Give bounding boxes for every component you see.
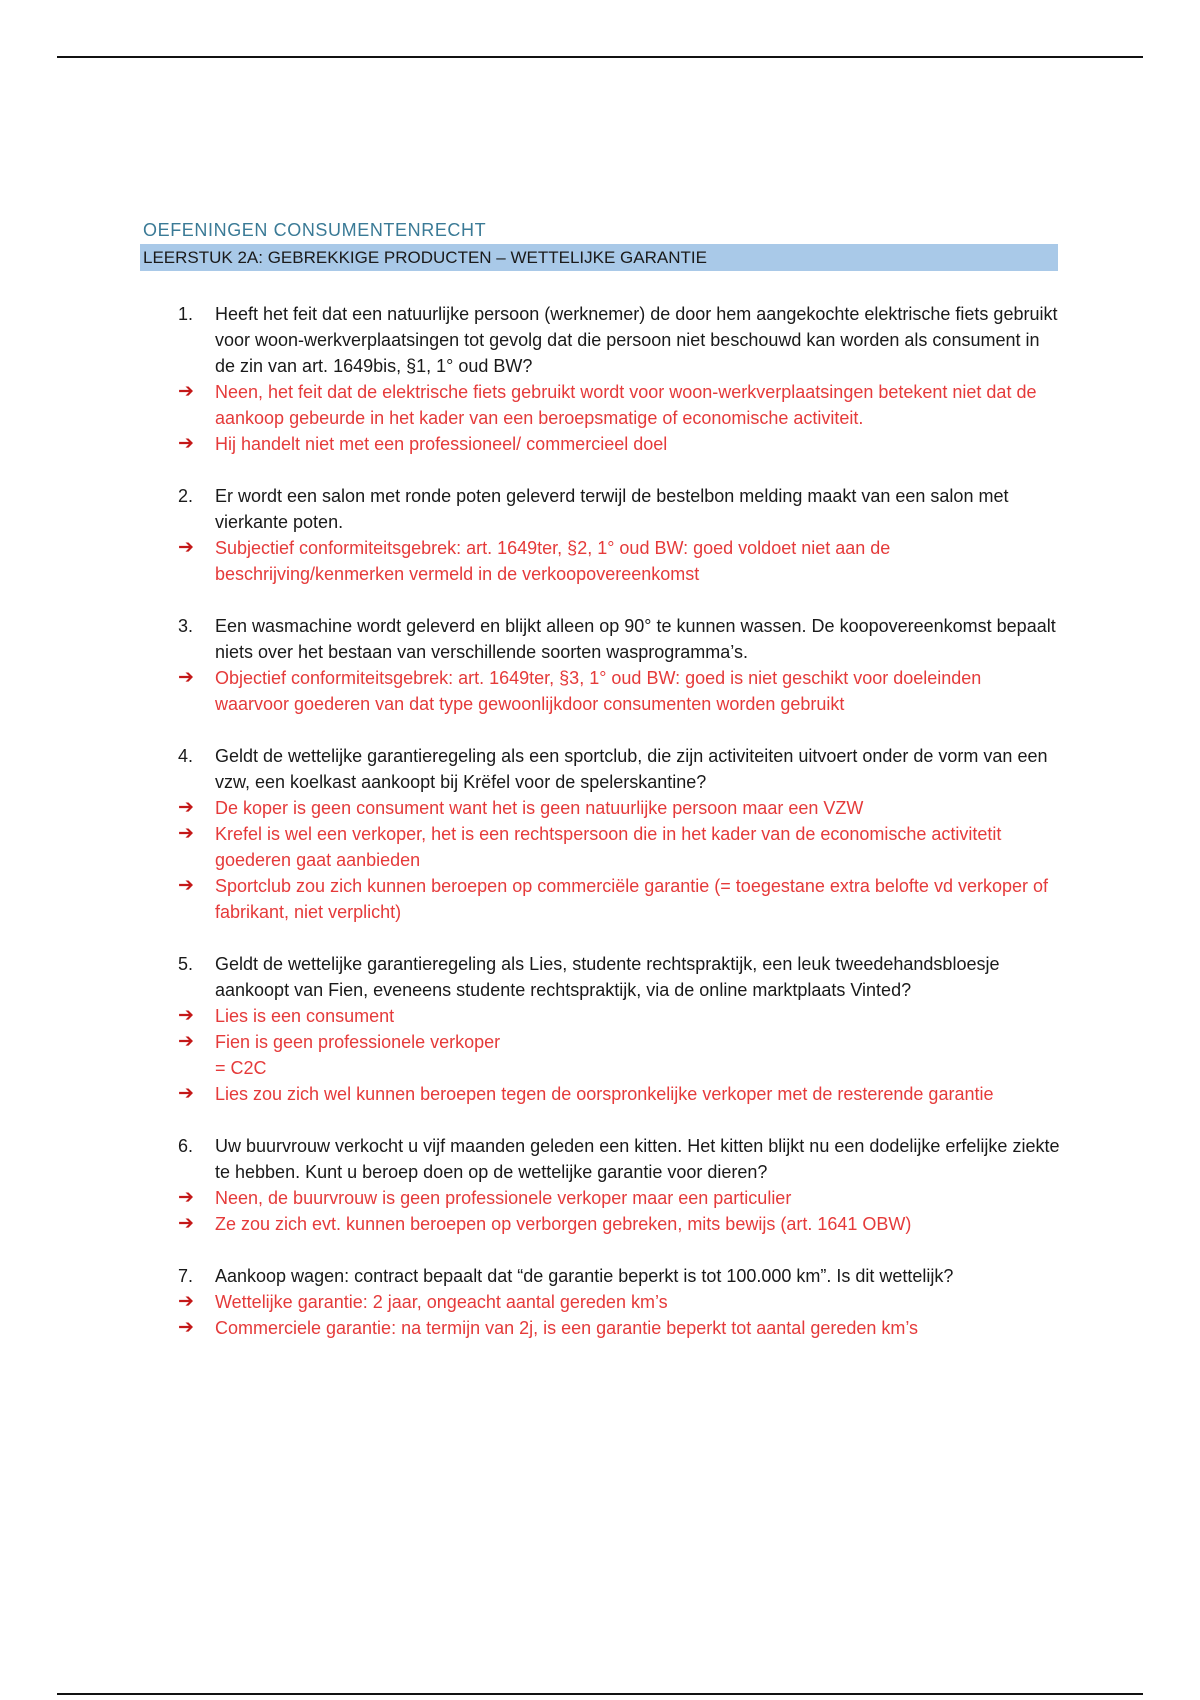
arrow-icon: ➔ [178, 823, 194, 844]
answer-item: ➔ Lies zou zich wel kunnen beroepen tegen de oorspronkelijke verkoper met de resterende garantie [140, 1081, 1060, 1107]
top-rule [57, 56, 1143, 58]
question-item [140, 613, 1060, 717]
answer-item: ➔ Neen, het feit dat de elektrische fiets gebruikt wordt voor woon-werkverplaatsingen betekent niet dat de aankoop gebeurde in het kader van een beroepsmatige of economische activiteit. [178, 381, 1037, 428]
question-number: 3. [178, 616, 194, 636]
question-text: 5. Geldt de wettelijke garantieregeling als Lies, studente rechtspraktijk, een leuk tweedehandsbloesje aankoopt van Fien, eveneens studente rechtspraktijk, via de online marktplaats Vinted? [140, 951, 1060, 1003]
question-text: 3. Een wasmachine wordt geleverd en blijkt alleen op 90° te kunnen wassen. De koopovereenkomst bepaalt niets over het bestaan van verschillende soorten wasprogramma’s. [140, 613, 1060, 665]
answer-item: ➔ Hij handelt niet met een professioneel/ commercieel doel [140, 431, 1060, 457]
arrow-icon: ➔ [178, 875, 194, 896]
question-item [140, 301, 1060, 457]
question-item [140, 483, 1060, 587]
question-number: 2. [178, 486, 194, 506]
question-text: 2. Er wordt een salon met ronde poten geleverd terwijl de bestelbon melding maakt van een salon met vierkante poten. [140, 483, 1060, 535]
arrow-icon: ➔ [178, 537, 194, 558]
answer-item: ➔ Fien is geen professionele verkoper [140, 1029, 1060, 1055]
question-number: 7. [178, 1266, 194, 1286]
answer-item: ➔ Neen, de buurvrouw is geen professionele verkoper maar een particulier [140, 1185, 1060, 1211]
answer-item: ➔ Subjectief conformiteitsgebrek: art. 1649ter, §2, 1° oud BW: goed voldoet niet aan de beschrijving/kenmerken vermeld in de verkoopovereenkomst [178, 537, 891, 584]
bottom-rule [57, 1693, 1143, 1695]
question-number: 6. [178, 1136, 194, 1156]
arrow-icon: ➔ [178, 1031, 194, 1052]
answer-item: ➔ De koper is geen consument want het is geen natuurlijke persoon maar een VZW [140, 795, 1060, 821]
answer-item: ➔ Krefel is wel een verkoper, het is een rechtspersoon die in het kader van de economische activitetit goederen gaat aanbieden [178, 823, 1002, 870]
arrow-icon: ➔ [178, 1317, 194, 1338]
answer-item: ➔ Objectief conformiteitsgebrek: art. 1649ter, §3, 1° oud BW: goed is niet geschikt voor doeleinden waarvoor goederen van dat type gewoonlijkdoor consumenten worden gebruikt [178, 667, 982, 714]
arrow-icon: ➔ [178, 1187, 194, 1208]
arrow-icon: ➔ [178, 1213, 194, 1234]
question-list [140, 301, 1060, 1341]
answer-item: ➔ Ze zou zich evt. kunnen beroepen op verborgen gebreken, mits bewijs (art. 1641 OBW) [140, 1211, 1060, 1237]
arrow-icon: ➔ [178, 1291, 194, 1312]
section-heading: LEERSTUK 2A: GEBREKKIGE PRODUCTEN – WETTELIJKE GARANTIE [140, 244, 1058, 271]
answer-item: ➔ Sportclub zou zich kunnen beroepen op commerciële garantie (= toegestane extra belofte vd verkoper of fabrikant, niet verplicht) [178, 875, 1049, 922]
question-item [140, 1133, 1060, 1237]
answer-note: = C2C [215, 1058, 267, 1078]
question-number: 4. [178, 746, 194, 766]
arrow-icon: ➔ [178, 797, 194, 818]
arrow-icon: ➔ [178, 433, 194, 454]
question-text: 6. Uw buurvrouw verkocht u vijf maanden geleden een kitten. Het kitten blijkt nu een dodelijke erfelijke ziekte te hebben. Kunt u beroep doen op de wettelijke garantie voor dieren? [140, 1133, 1060, 1185]
answer-item: ➔ Lies is een consument [140, 1003, 1060, 1029]
question-text: 4. Geldt de wettelijke garantieregeling als een sportclub, die zijn activiteiten uitvoert onder de vorm van een vzw, een koelkast aankoopt bij Krëfel voor de spelerskantine? [140, 743, 1060, 795]
answer-item: ➔ Commerciele garantie: na termijn van 2j, is een garantie beperkt tot aantal gereden km’s [140, 1315, 1060, 1341]
arrow-icon: ➔ [178, 667, 194, 688]
question-text: 1. Heeft het feit dat een natuurlijke persoon (werknemer) de door hem aangekochte elektrische fiets gebruikt voor woon-werkverplaatsingen tot gevolg dat die persoon niet beschouwd kan worden als consument in de zin van art. 1649bis, §1, 1° oud BW? [140, 301, 1060, 379]
question-item [140, 1263, 1060, 1341]
answer-item: ➔ Wettelijke garantie: 2 jaar, ongeacht aantal gereden km’s [140, 1289, 1060, 1315]
arrow-icon: ➔ [178, 1083, 194, 1104]
question-item [140, 743, 1060, 925]
document-title: OEFENINGEN CONSUMENTENRECHT [143, 220, 487, 240]
document-body [140, 218, 1060, 1367]
arrow-icon: ➔ [178, 1005, 194, 1026]
question-text: 7. Aankoop wagen: contract bepaalt dat “de garantie beperkt is tot 100.000 km”. Is dit wettelijk? [140, 1263, 1060, 1289]
question-number: 5. [178, 954, 194, 974]
question-number: 1. [178, 304, 194, 324]
question-item [140, 951, 1060, 1107]
arrow-icon: ➔ [178, 381, 194, 402]
